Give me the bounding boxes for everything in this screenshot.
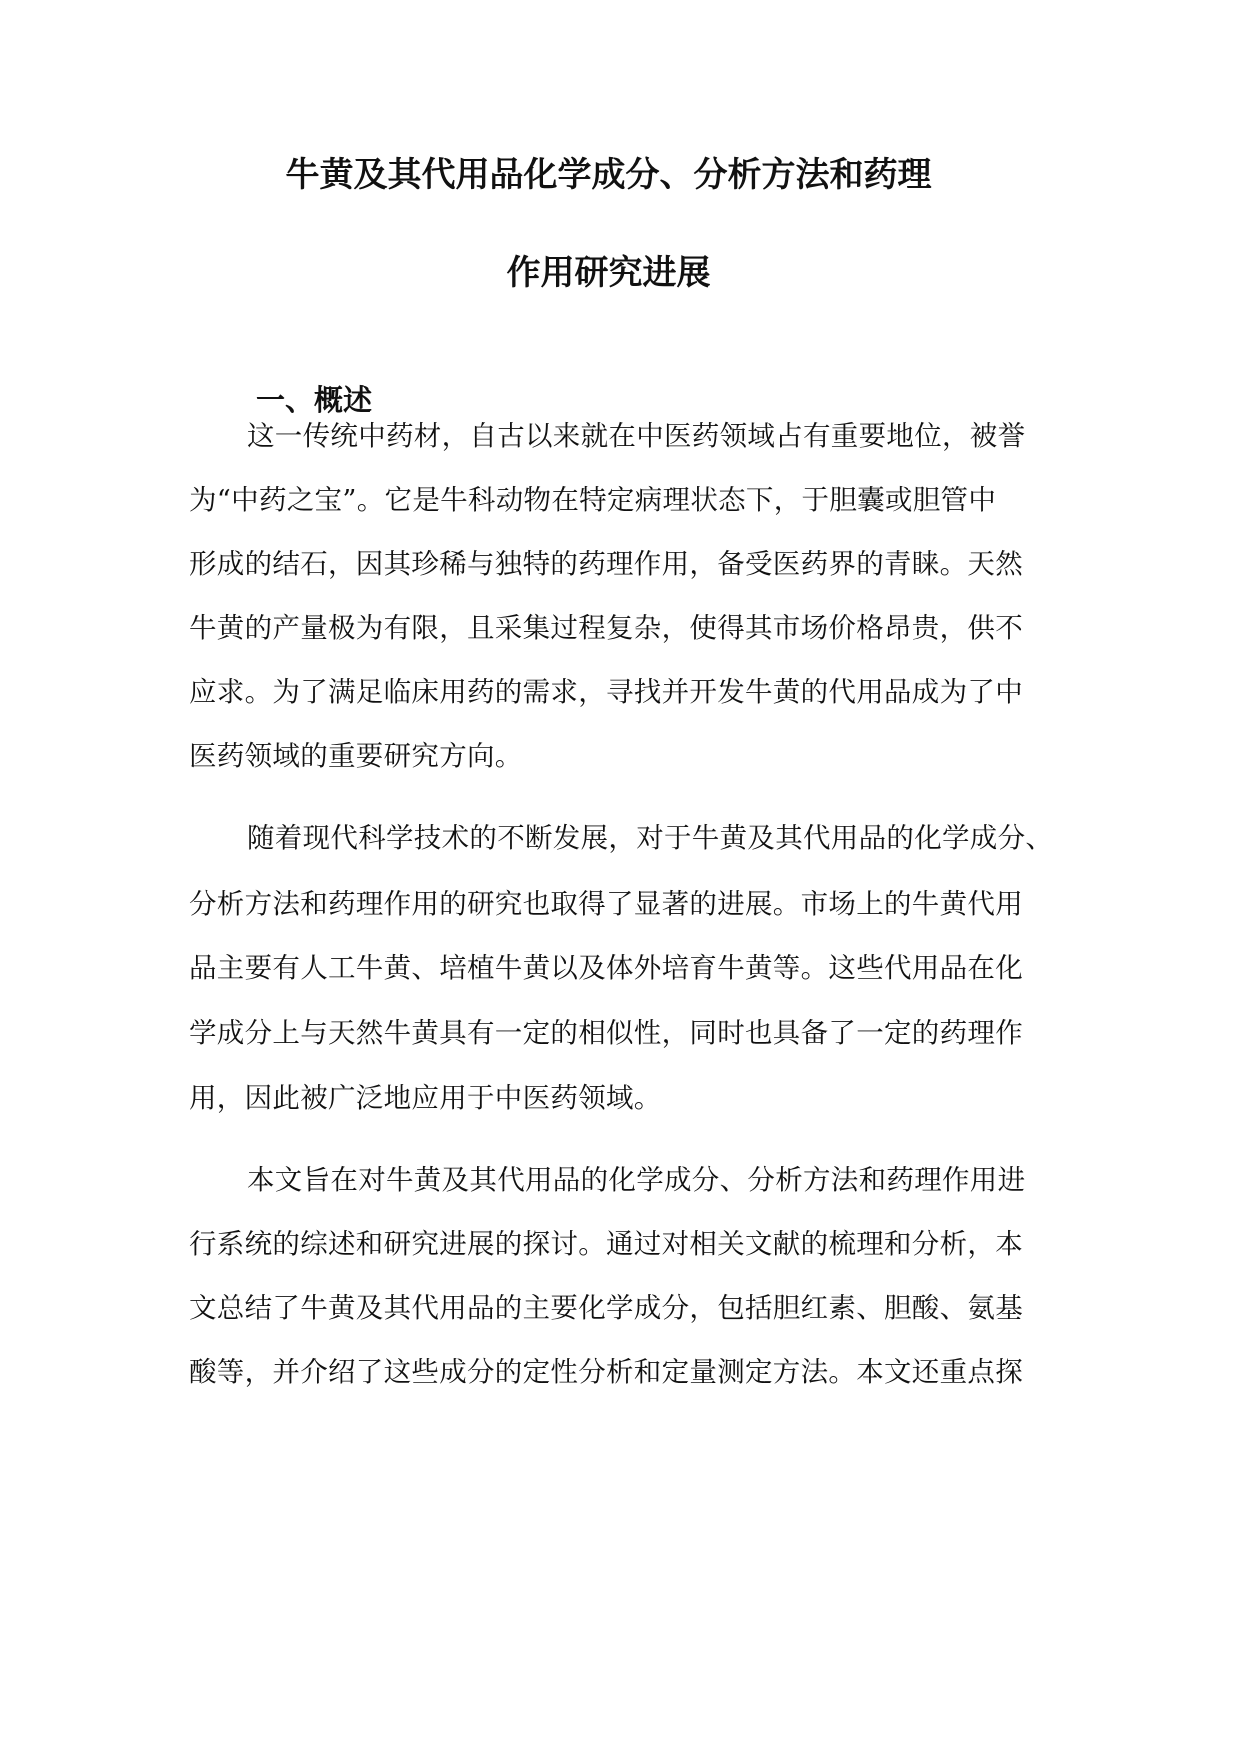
paragraph-1-line-4: 牛黄的产量极为有限，且采集过程复杂，使得其市场价格昂贵，供不 — [189, 612, 1023, 644]
section-heading: 一、概述 — [256, 383, 373, 417]
paragraph-3-line-1: 本文旨在对牛黄及其代用品的化学成分、分析方法和药理作用进 — [247, 1164, 1026, 1196]
paragraph-1-line-3: 形成的结石，因其珍稀与独特的药理作用，备受医药界的青睐。天然 — [189, 548, 1023, 580]
document-title-line-1: 牛黄及其代用品化学成分、分析方法和药理 — [285, 155, 932, 195]
paragraph-3-line-3: 文总结了牛黄及其代用品的主要化学成分，包括胆红素、胆酸、氨基 — [189, 1292, 1023, 1324]
paragraph-2-line-5: 用，因此被广泛地应用于中医药领域。 — [189, 1082, 662, 1114]
paragraph-1-line-5: 应求。为了满足临床用药的需求，寻找并开发牛黄的代用品成为了中 — [189, 676, 1023, 708]
paragraph-1-line-1: 这一传统中药材，自古以来就在中医药领域占有重要地位，被誉 — [247, 420, 1026, 452]
paragraph-1-line-2: 为“中药之宝”。它是牛科动物在特定病理状态下，于胆囊或胆管中 — [189, 484, 997, 516]
paragraph-3-line-4: 酸等，并介绍了这些成分的定性分析和定量测定方法。本文还重点探 — [189, 1356, 1023, 1388]
paragraph-2-line-4: 学成分上与天然牛黄具有一定的相似性，同时也具备了一定的药理作 — [189, 1017, 1023, 1049]
paragraph-2-line-1: 随着现代科学技术的不断发展，对于牛黄及其代用品的化学成分、 — [247, 822, 1054, 854]
document-title-line-2: 作用研究进展 — [506, 253, 711, 293]
paragraph-2-line-3: 品主要有人工牛黄、培植牛黄以及体外培育牛黄等。这些代用品在化 — [189, 952, 1023, 984]
paragraph-1-line-6: 医药领域的重要研究方向。 — [189, 740, 523, 772]
paragraph-3-line-2: 行系统的综述和研究进展的探讨。通过对相关文献的梳理和分析，本 — [189, 1228, 1023, 1260]
paragraph-2-line-2: 分析方法和药理作用的研究也取得了显著的进展。市场上的牛黄代用 — [189, 888, 1023, 920]
